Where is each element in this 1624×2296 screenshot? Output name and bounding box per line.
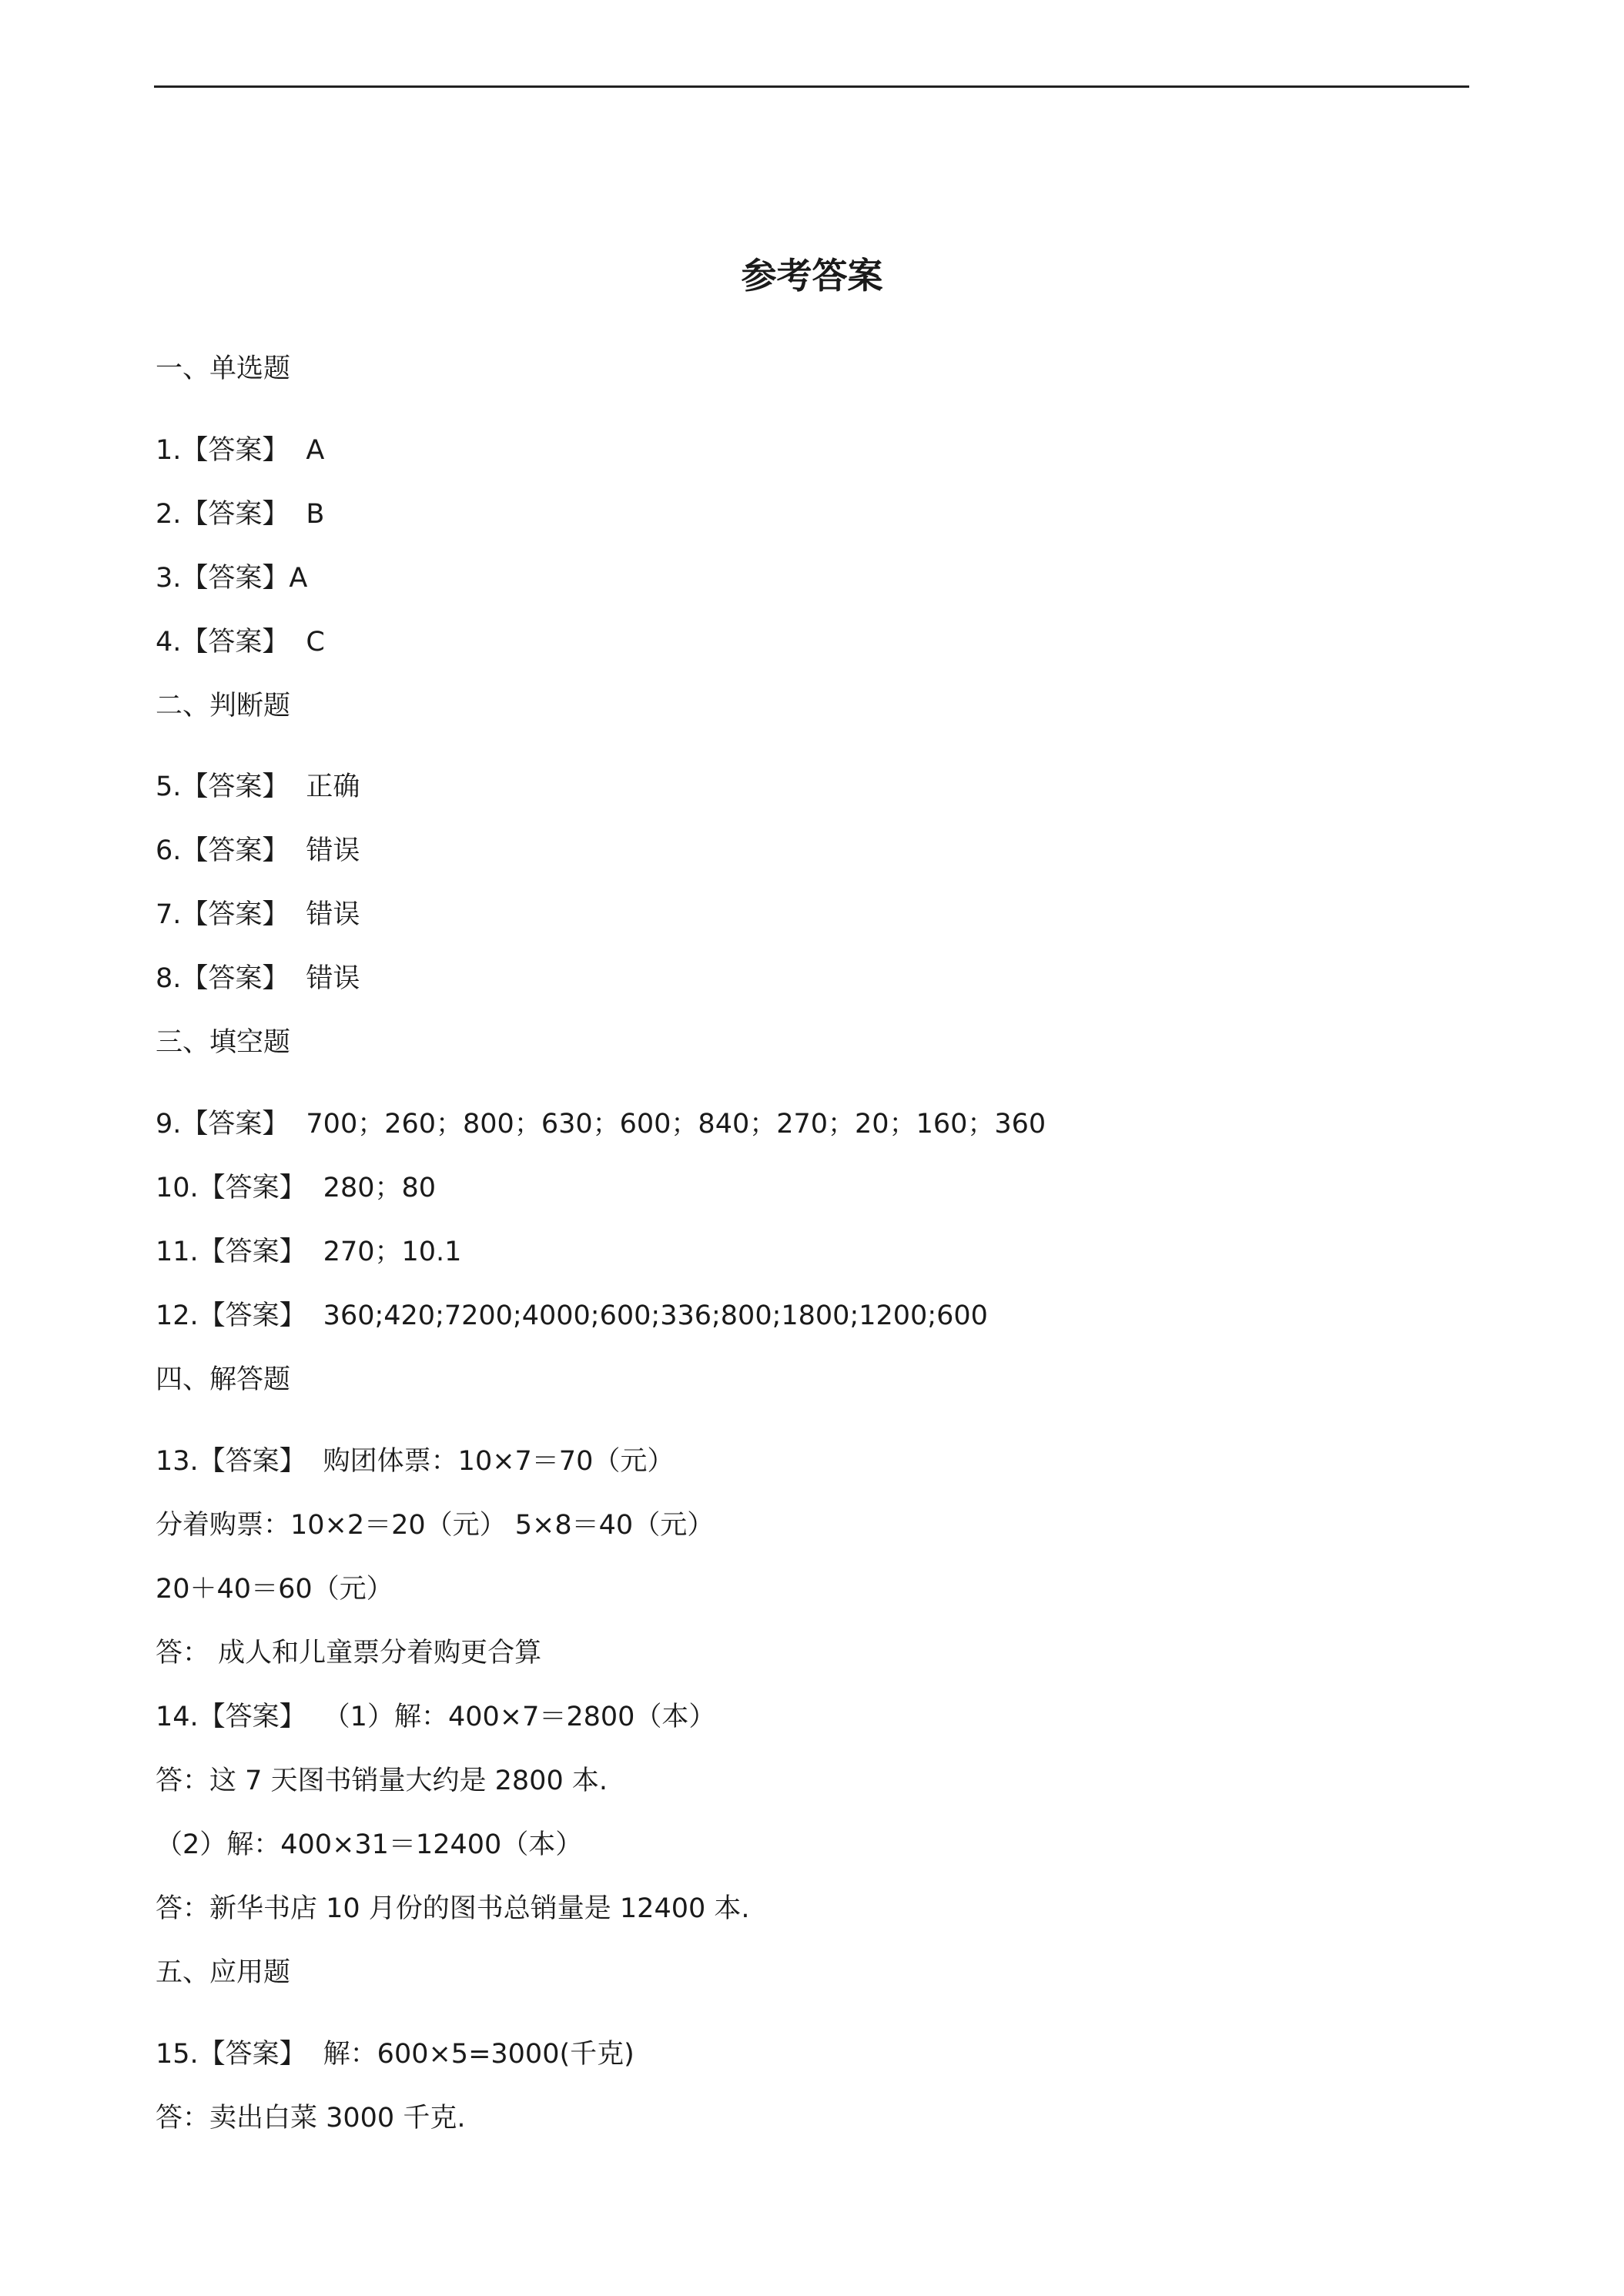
answer-8 (156, 962, 360, 996)
answer-11 (156, 1235, 461, 1269)
answer-15 (156, 2037, 635, 2071)
answer-4 (156, 625, 325, 659)
answer-value: A (306, 435, 325, 466)
answer-value: 360;420;7200;4000;600;336;800;1800;1200;600 (323, 1300, 988, 1331)
answer-label: 8.【答案】 (156, 963, 290, 994)
answer-13-line-3: 20＋40＝60（元） (156, 1574, 393, 1605)
answer-value: 正确 (306, 771, 360, 802)
answer-value: 解：600×5=3000(千克) (323, 2039, 635, 2070)
section-heading-fill-blank: 三、填空题 (156, 1027, 291, 1058)
answer-label: 3.【答案】 (156, 563, 290, 594)
answer-label: 5.【答案】 (156, 771, 290, 802)
answer-value: A (289, 563, 308, 594)
answer-value: 280；80 (323, 1173, 437, 1203)
answer-13-line-2: 分着购票：10×2＝20（元） 5×8＝40（元） (156, 1510, 715, 1541)
answer-value: 270；10.1 (323, 1237, 462, 1267)
answer-15-line-2: 答：卖出白菜 3000 千克. (156, 2103, 466, 2134)
answer-14-line-4: 答：新华书店 10 月份的图书总销量是 12400 本. (156, 1893, 750, 1924)
answer-1 (156, 433, 324, 467)
answer-14 (156, 1700, 715, 1734)
answer-3 (156, 561, 307, 595)
answer-label: 10.【答案】 (156, 1173, 306, 1203)
answer-label: 6.【答案】 (156, 835, 290, 866)
answer-value: 错误 (306, 835, 360, 866)
answer-label: 15.【答案】 (156, 2039, 306, 2070)
answer-5 (156, 770, 360, 804)
answer-7 (156, 898, 360, 932)
section-heading-solve: 四、解答题 (156, 1364, 291, 1395)
answer-14-line-2: 答：这 7 天图书销量大约是 2800 本. (156, 1766, 608, 1796)
header-rule (154, 85, 1469, 88)
answer-value: C (306, 627, 325, 658)
answer-value: 错误 (306, 963, 360, 994)
answer-14-line-3: （2）解：400×31＝12400（本） (156, 1829, 583, 1860)
answer-value: 700；260；800；630；600；840；270；20；160；360 (306, 1109, 1046, 1140)
answer-label: 12.【答案】 (156, 1300, 306, 1331)
answer-value: 购团体票：10×7＝70（元） (323, 1446, 675, 1477)
answer-12 (156, 1299, 988, 1333)
answer-label: 1.【答案】 (156, 435, 290, 466)
answer-label: 11.【答案】 (156, 1237, 306, 1267)
answer-label: 13.【答案】 (156, 1446, 306, 1477)
answer-value: 错误 (306, 899, 360, 930)
answer-13-line-4: 答： 成人和儿童票分着购更合算 (156, 1638, 542, 1668)
answer-label: 4.【答案】 (156, 627, 290, 658)
answer-label: 14.【答案】 (156, 1702, 306, 1732)
section-heading-true-false: 二、判断题 (156, 691, 291, 721)
section-heading-application: 五、应用题 (156, 1957, 291, 1988)
answer-label: 9.【答案】 (156, 1109, 290, 1140)
answer-13 (156, 1444, 674, 1478)
section-heading-single-choice: 一、单选题 (156, 353, 291, 384)
answer-2 (156, 497, 324, 531)
answer-label: 2.【答案】 (156, 499, 290, 530)
page-title: 参考答案 (741, 255, 883, 296)
answer-label: 7.【答案】 (156, 899, 290, 930)
answer-value: B (306, 499, 325, 530)
answer-9 (156, 1107, 1046, 1141)
answer-value: （1）解：400×7＝2800（本） (323, 1702, 716, 1732)
answer-10 (156, 1171, 436, 1205)
answer-6 (156, 834, 360, 868)
